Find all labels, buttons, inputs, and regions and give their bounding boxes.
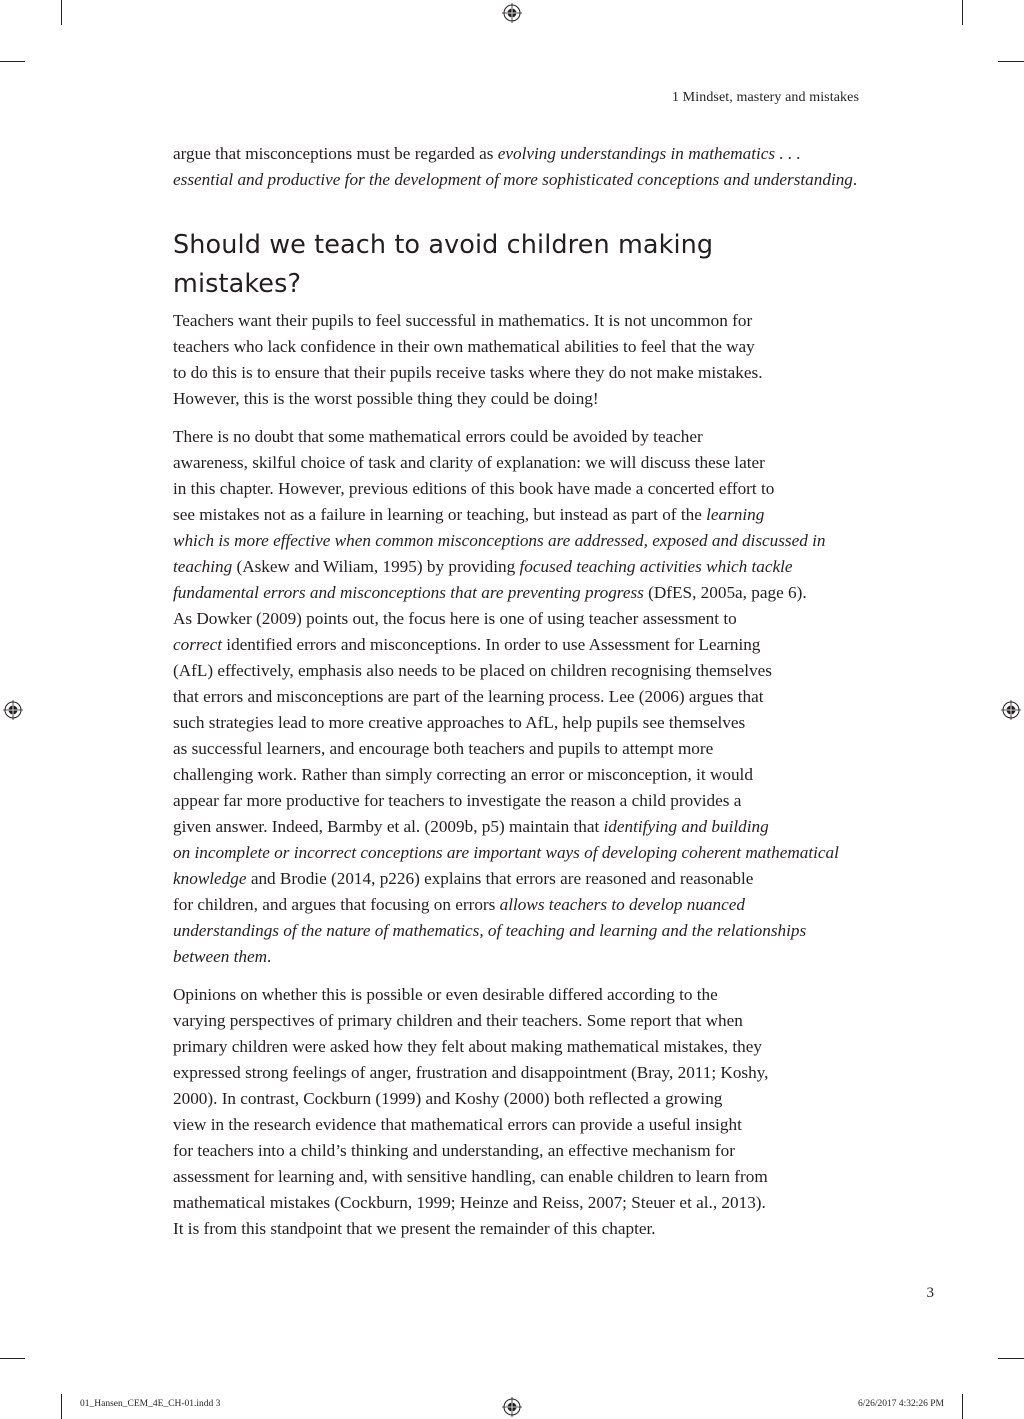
text-run: (DfES, 2005a, page 6). bbox=[643, 583, 807, 602]
text-run: identified errors and misconceptions. In order to use Assessment for Learning bbox=[222, 635, 761, 654]
crop-mark bbox=[0, 1358, 25, 1359]
crop-mark bbox=[998, 1358, 1024, 1359]
text-line bbox=[173, 918, 863, 944]
text-run: (AfL) effectively, emphasis also needs to be placed on children recognising themselves bbox=[173, 661, 772, 680]
crop-mark bbox=[962, 1394, 963, 1419]
page-number: 3 bbox=[926, 1285, 934, 1301]
slug-filename: 01_Hansen_CEM_4E_CH-01.indd 3 bbox=[80, 1399, 221, 1409]
text-line bbox=[173, 502, 863, 528]
text-run: Opinions on whether this is possible or even desirable differed according to the bbox=[173, 985, 718, 1004]
text-line bbox=[173, 1060, 863, 1086]
text-line bbox=[173, 982, 863, 1008]
registration-mark-icon bbox=[3, 700, 23, 720]
italic-run: learning bbox=[706, 505, 765, 524]
text-line bbox=[173, 1164, 863, 1190]
text-line bbox=[173, 424, 863, 450]
crop-mark bbox=[61, 1394, 62, 1419]
text-line bbox=[173, 840, 863, 866]
italic-run: which is more effective when common misconceptions are addressed, exposed and discussed in bbox=[173, 531, 826, 550]
slug-timestamp: 6/26/2017 4:32:26 PM bbox=[857, 1399, 944, 1409]
registration-mark-icon bbox=[502, 1397, 522, 1417]
text-line bbox=[173, 1086, 863, 1112]
text-run: expressed strong feelings of anger, frustration and disappointment (Bray, 2011; Koshy, bbox=[173, 1063, 769, 1082]
italic-run: understandings of the nature of mathematics, of teaching and learning and the relationships bbox=[173, 921, 807, 940]
text-line bbox=[173, 632, 863, 658]
text-line bbox=[173, 658, 863, 684]
paragraph-1 bbox=[173, 308, 863, 412]
text-line bbox=[173, 684, 863, 710]
text-line bbox=[173, 866, 863, 892]
text-run: awareness, skilful choice of task and clarity of explanation: we will discuss these later bbox=[173, 453, 765, 472]
text-run: argue that misconceptions must be regarded as bbox=[173, 144, 498, 163]
text-run: . bbox=[267, 947, 272, 966]
italic-run: fundamental errors and misconceptions that are preventing progress bbox=[173, 583, 644, 602]
section-heading bbox=[173, 226, 863, 304]
text-line bbox=[173, 1034, 863, 1060]
crop-mark bbox=[0, 61, 25, 62]
italic-run: focused teaching activities which tackle bbox=[519, 557, 793, 576]
text-run: . bbox=[852, 170, 858, 189]
text-run: for children, and argues that focusing on errors bbox=[173, 895, 500, 914]
text-line bbox=[173, 141, 863, 167]
registration-mark-icon bbox=[1001, 700, 1021, 720]
paragraph-2 bbox=[173, 424, 863, 970]
text-line bbox=[173, 762, 863, 788]
text-run: There is no doubt that some mathematical errors could be avoided by teacher bbox=[173, 427, 703, 446]
text-run: As Dowker (2009) points out, the focus here is one of using teacher assessment to bbox=[173, 609, 737, 628]
italic-run: identifying and building bbox=[603, 817, 769, 836]
italic-run: essential and productive for the development of more sophisticated conceptions and understanding bbox=[173, 170, 853, 189]
text-line bbox=[173, 1216, 863, 1242]
text-run: view in the research evidence that mathematical errors can provide a useful insight bbox=[173, 1115, 742, 1134]
text-line bbox=[173, 814, 863, 840]
text-line bbox=[173, 360, 863, 386]
text-run: varying perspectives of primary children and their teachers. Some report that when bbox=[173, 1011, 743, 1030]
text-run: 2000). In contrast, Cockburn (1999) and Koshy (2000) both reflected a growing bbox=[173, 1089, 723, 1108]
text-run: and Brodie (2014, p226) explains that errors are reasoned and reasonable bbox=[246, 869, 754, 888]
text-run: mathematical mistakes (Cockburn, 1999; Heinze and Reiss, 2007; Steuer et al., 2013). bbox=[173, 1193, 766, 1212]
crop-mark bbox=[998, 61, 1024, 62]
text-line bbox=[173, 334, 863, 360]
text-line bbox=[173, 1138, 863, 1164]
page-body bbox=[173, 141, 863, 1242]
text-run: Teachers want their pupils to feel successful in mathematics. It is not uncommon for bbox=[173, 311, 753, 330]
text-run: see mistakes not as a failure in learning or teaching, but instead as part of the bbox=[173, 505, 707, 524]
italic-run: knowledge bbox=[173, 869, 247, 888]
text-run: (Askew and Wiliam, 1995) by providing bbox=[232, 557, 520, 576]
text-run: for teachers into a child’s thinking and understanding, an effective mechanism for bbox=[173, 1141, 735, 1160]
heading-line: Should we teach to avoid children making bbox=[173, 230, 714, 260]
heading-line: mistakes? bbox=[173, 269, 302, 299]
text-line bbox=[173, 788, 863, 814]
text-line bbox=[173, 1112, 863, 1138]
text-line bbox=[173, 167, 863, 193]
text-line bbox=[173, 450, 863, 476]
text-run: in this chapter. However, previous editions of this book have made a concerted effort to bbox=[173, 479, 775, 498]
registration-mark-icon bbox=[502, 3, 522, 23]
italic-run: allows teachers to develop nuanced bbox=[499, 895, 745, 914]
paragraph-3 bbox=[173, 982, 863, 1242]
text-run: teachers who lack confidence in their own mathematical abilities to feel that the way bbox=[173, 337, 755, 356]
text-run: challenging work. Rather than simply correcting an error or misconception, it would bbox=[173, 765, 753, 784]
crop-mark bbox=[962, 0, 963, 25]
text-line bbox=[173, 892, 863, 918]
italic-run: evolving understandings in mathematics . . . bbox=[497, 144, 801, 163]
text-line bbox=[173, 1008, 863, 1034]
intro-quote-paragraph bbox=[173, 141, 863, 193]
text-line bbox=[173, 710, 863, 736]
text-line bbox=[173, 1190, 863, 1216]
text-line bbox=[173, 386, 863, 412]
text-line bbox=[173, 308, 863, 334]
text-line bbox=[173, 736, 863, 762]
text-line bbox=[173, 528, 863, 554]
text-line bbox=[173, 580, 863, 606]
text-run: as successful learners, and encourage both teachers and pupils to attempt more bbox=[173, 739, 714, 758]
italic-run: between them bbox=[173, 947, 268, 966]
running-head: 1 Mindset, mastery and mistakes bbox=[671, 90, 859, 105]
text-line bbox=[173, 606, 863, 632]
text-run: that errors and misconceptions are part of the learning process. Lee (2006) argues that bbox=[173, 687, 764, 706]
text-line bbox=[173, 944, 863, 970]
text-run: given answer. Indeed, Barmby et al. (2009b, p5) maintain that bbox=[173, 817, 604, 836]
text-run: appear far more productive for teachers to investigate the reason a child provides a bbox=[173, 791, 742, 810]
italic-run: teaching bbox=[173, 557, 233, 576]
italic-run: on incomplete or incorrect conceptions are important ways of developing coherent mathematical bbox=[173, 843, 839, 862]
italic-run: correct bbox=[173, 635, 222, 654]
text-run: such strategies lead to more creative approaches to AfL, help pupils see themselves bbox=[173, 713, 746, 732]
text-run: It is from this standpoint that we present the remainder of this chapter. bbox=[173, 1219, 656, 1238]
text-run: to do this is to ensure that their pupils receive tasks where they do not make mistakes. bbox=[173, 363, 763, 382]
text-run: primary children were asked how they felt about making mathematical mistakes, they bbox=[173, 1037, 762, 1056]
text-line bbox=[173, 476, 863, 502]
text-line bbox=[173, 554, 863, 580]
text-run: assessment for learning and, with sensitive handling, can enable children to learn from bbox=[173, 1167, 768, 1186]
crop-mark bbox=[61, 0, 62, 25]
text-run: However, this is the worst possible thing they could be doing! bbox=[173, 389, 599, 408]
